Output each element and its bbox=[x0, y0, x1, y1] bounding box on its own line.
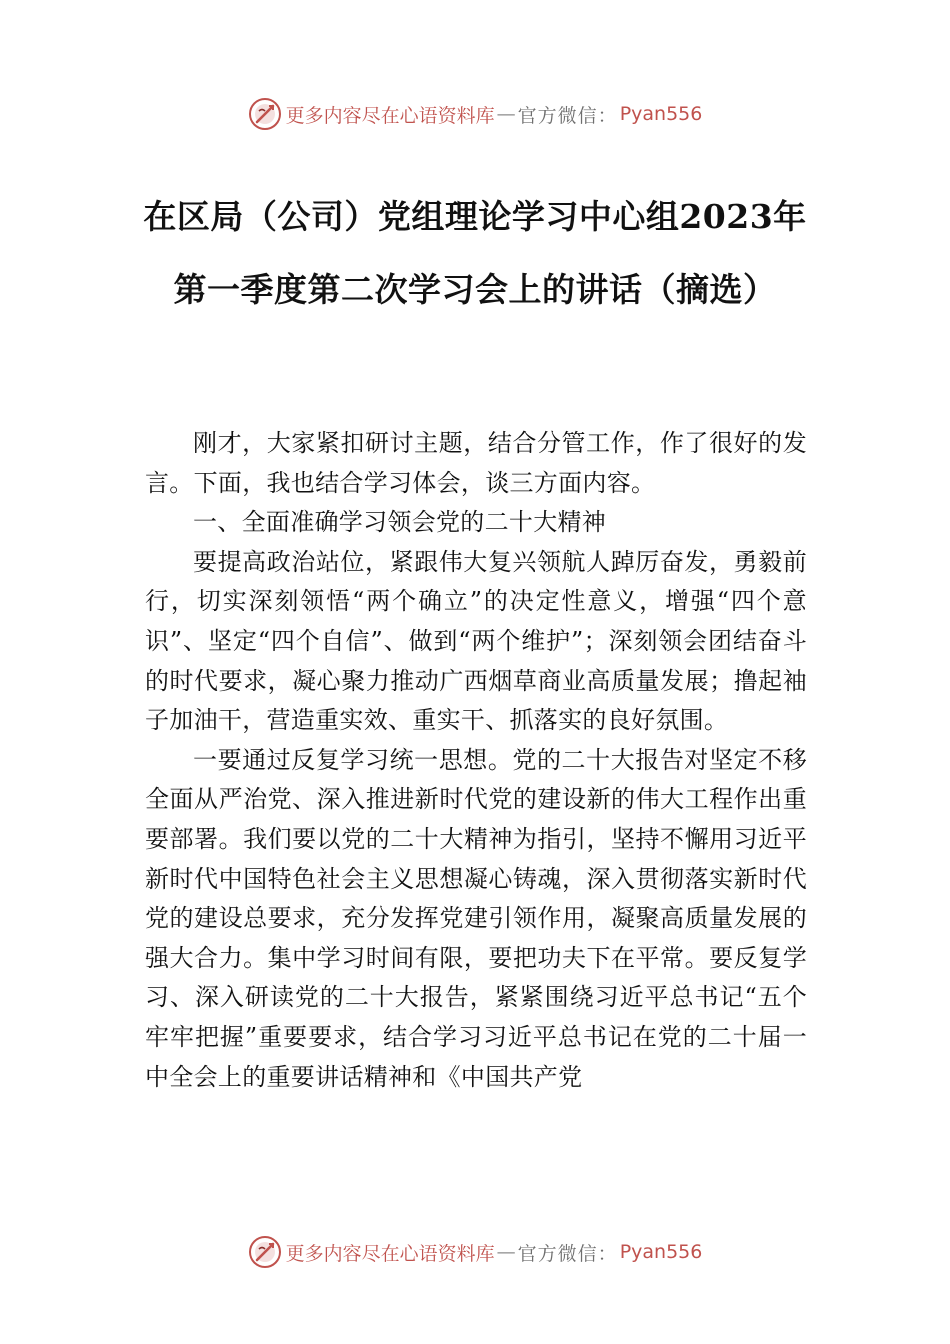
document-body bbox=[145, 424, 807, 1097]
watermark-separator: — bbox=[496, 1241, 516, 1263]
watermark-site-text: 更多内容尽在心语资料库 bbox=[285, 1242, 495, 1265]
paragraph-intro: 刚才，大家紧扣研讨主题，结合分管工作，作了很好的发言。下面，我也结合学习体会，谈三方面内容。 bbox=[145, 429, 807, 497]
document-title: 在区局（公司）党组理论学习中心组2023年第一季度第二次学习会上的讲话（摘选） bbox=[143, 197, 807, 309]
watermark-wechat-id: Pyan556 bbox=[619, 1241, 703, 1263]
watermark-wechat-label: 官方微信： bbox=[517, 1242, 618, 1265]
header-watermark bbox=[0, 94, 950, 134]
footer-watermark bbox=[0, 1232, 950, 1272]
section-heading: 一、全面准确学习领会党的二十大精神 bbox=[193, 508, 607, 537]
watermark-wechat-id: Pyan556 bbox=[619, 103, 703, 125]
watermark-site-text: 更多内容尽在心语资料库 bbox=[285, 104, 495, 127]
library-logo-icon bbox=[248, 97, 282, 131]
watermark-separator: — bbox=[496, 103, 516, 125]
watermark-wechat-label: 官方微信： bbox=[517, 104, 618, 127]
paragraph-point-one: 一要通过反复学习统一思想。党的二十大报告对坚定不移全面从严治党、深入推进新时代党的建设新的伟大工程作出重要部署。我们要以党的二十大精神为指引，坚持不懈用习近平新时代中国特色社会主义思想凝心铸魂，深入贯彻落实新时代党的建设总要求，充分发挥党建引领作用，凝聚高质量发展的强大合力。集中学习时间有限，要把功夫下在平常。要反复学习、深入研读党的二十大报告，紧紧围绕习近平总书记“五个牢牢把握”重要要求，结合学习习近平总书记在党的二十届一中全会上的重要讲话精神和《中国共产党 bbox=[145, 745, 807, 1091]
paragraph-section-intro: 要提高政治站位，紧跟伟大复兴领航人踔厉奋发，勇毅前行，切实深刻领悟“两个确立”的决定性意义，增强“四个意识”、坚定“四个自信”、做到“两个维护”；深刻领会团结奋斗的时代要求，凝心聚力推动广西烟草商业高质量发展；撸起袖子加油干，营造重实效、重实干、抓落实的良好氛围。 bbox=[145, 547, 807, 735]
library-logo-icon bbox=[248, 1235, 282, 1269]
